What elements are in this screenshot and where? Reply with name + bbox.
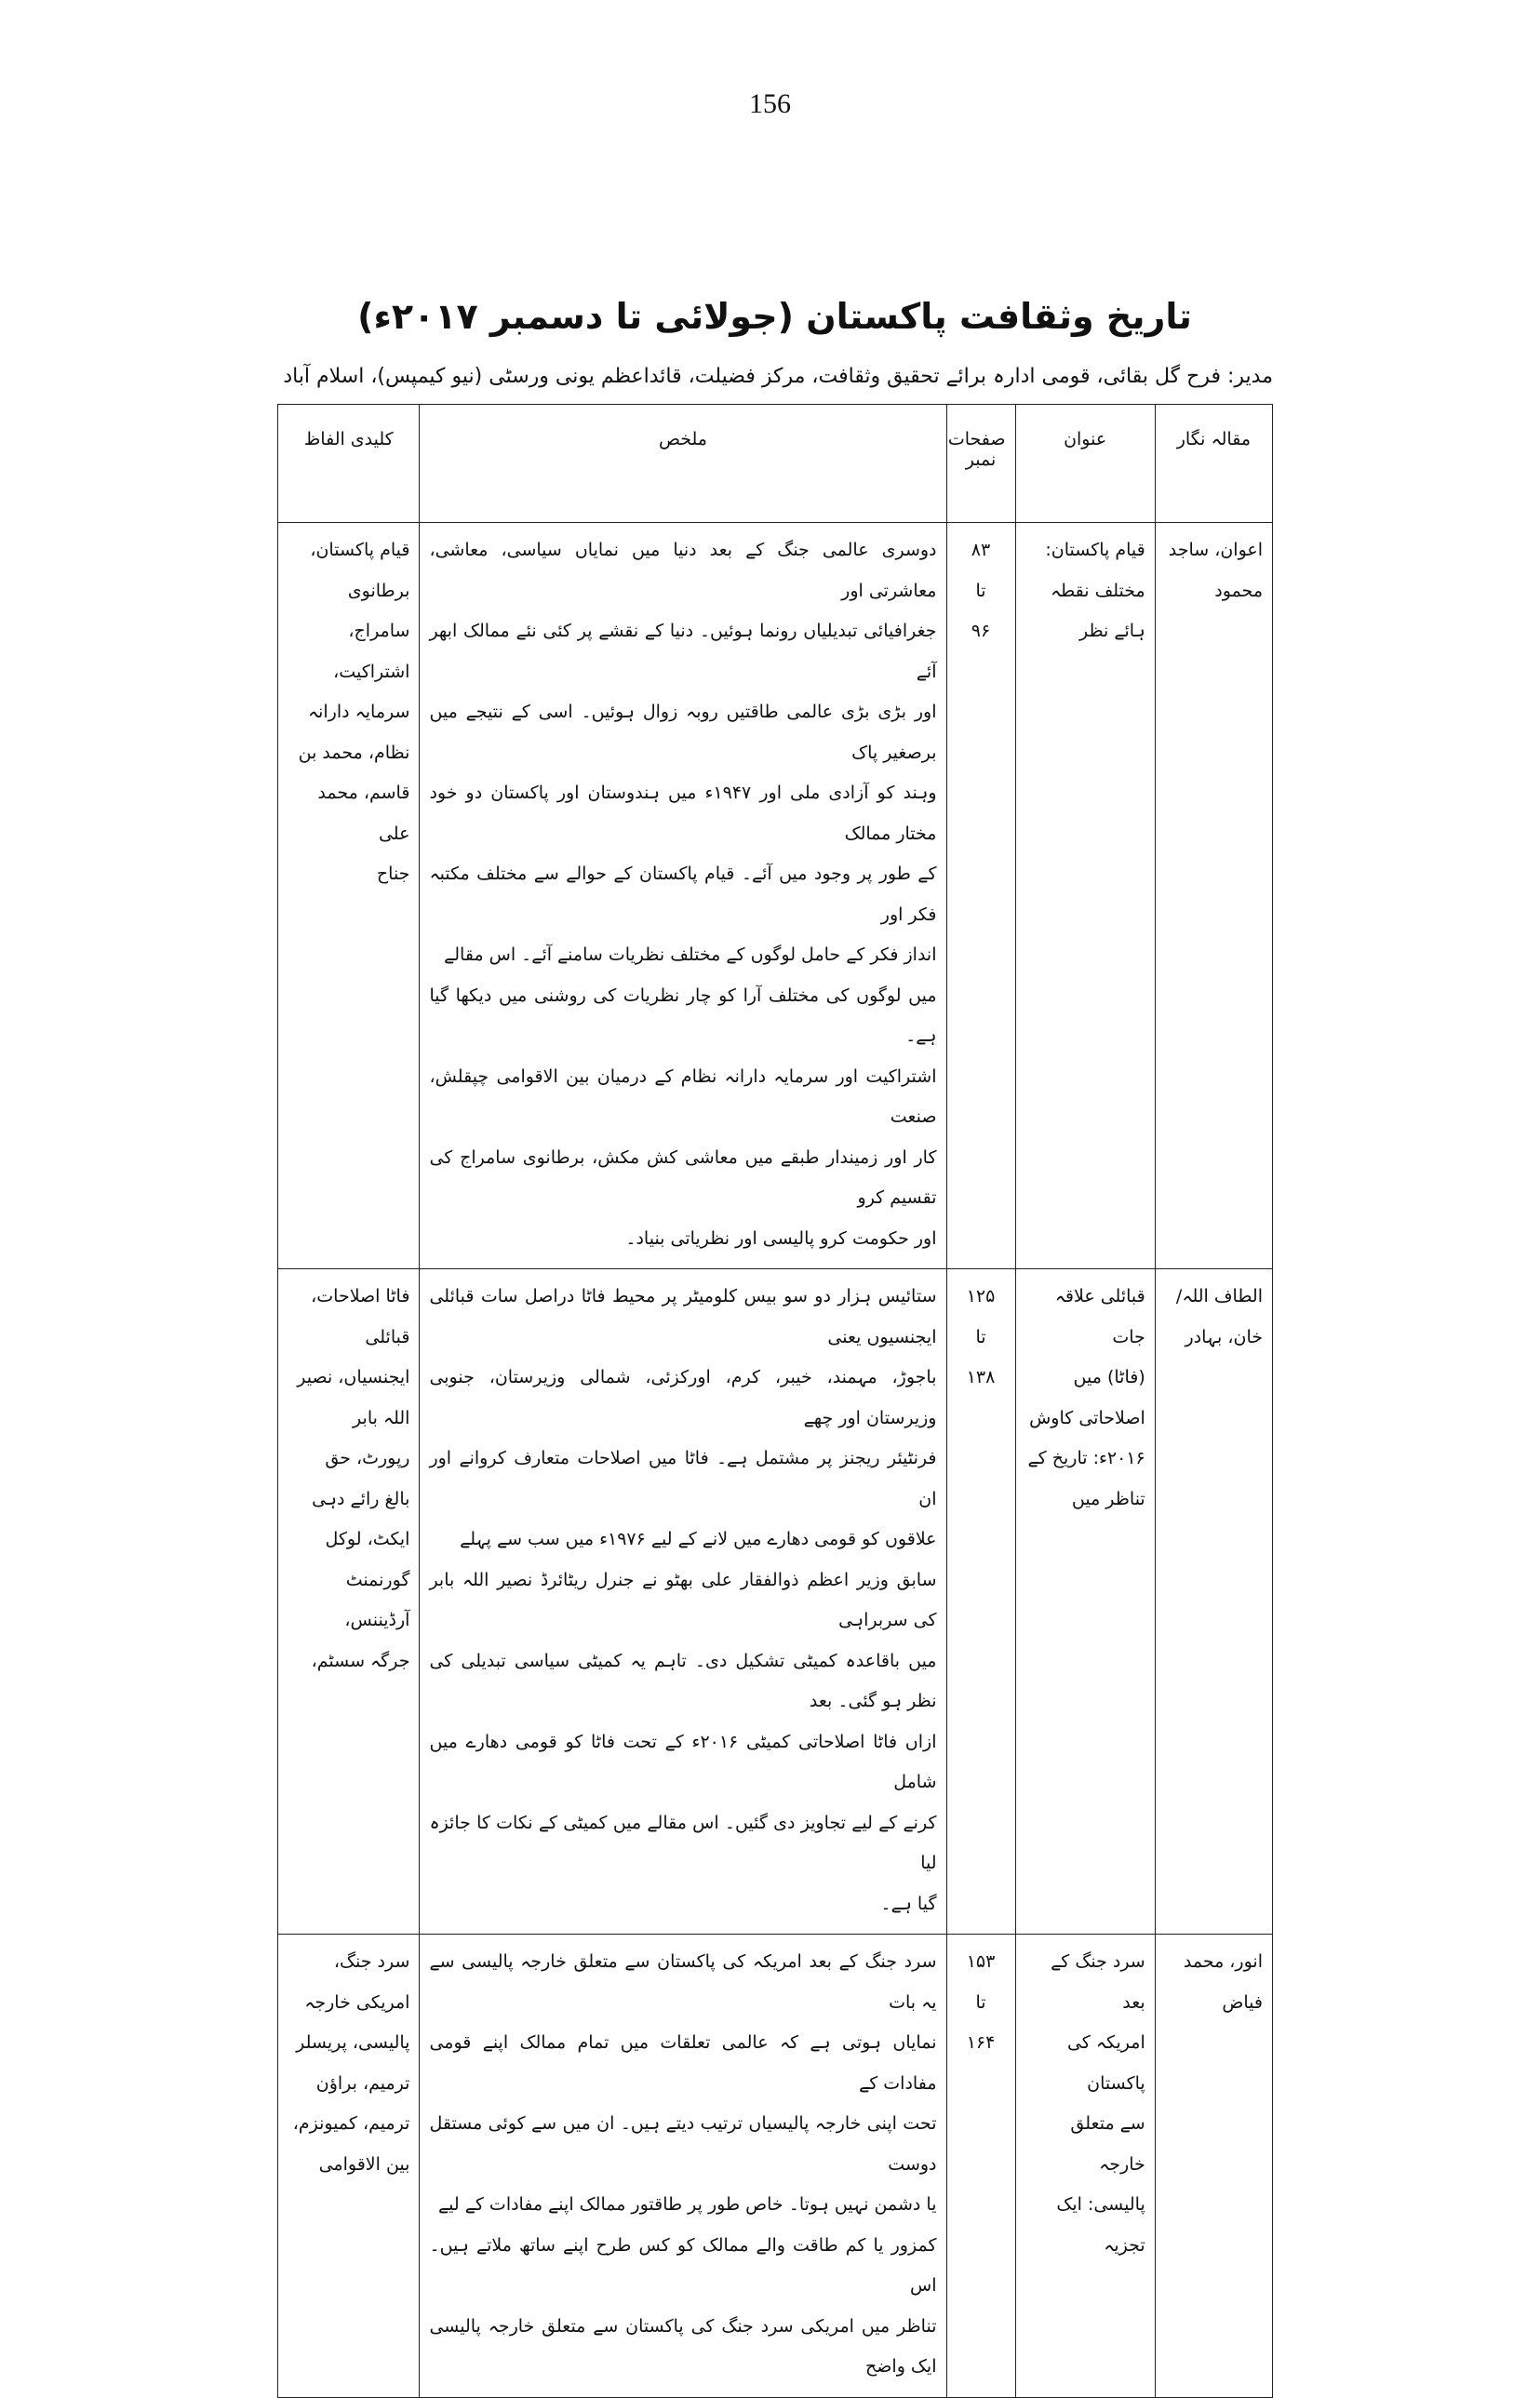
abstract-cell [420, 523, 946, 1269]
author-line: خان، بہادر [1185, 1326, 1263, 1347]
keywords-line: فاٹا اصلاحات، [311, 1286, 410, 1306]
title-line: سرد جنگ کے بعد [1051, 1951, 1145, 2013]
abstract-line: کار اور زمیندار طبقے میں معاشی کش مکش، برطانوی سامراج کی تقسیم کرو [429, 1146, 937, 1208]
keywords-line: ایجنسیاں، نصیر [297, 1367, 410, 1387]
pages-line: ۹۶ [971, 621, 991, 641]
pages-cell [946, 1269, 1015, 1935]
author-cell [1155, 1269, 1272, 1935]
keywords-line: آرڈیننس، [344, 1610, 410, 1630]
keywords-line: گورنمنٹ [345, 1569, 410, 1590]
abstract-line: اور حکومت کرو پالیسی اور نظریاتی بنیاد۔ [625, 1227, 937, 1249]
author-line: فیاض [1222, 1991, 1263, 2013]
keywords-line: بین الاقوامی [318, 2153, 410, 2175]
keywords-line: برطانوی [347, 580, 410, 601]
table-row [278, 1269, 1273, 1935]
page-number: 156 [749, 88, 791, 119]
abstract-line: میں لوگوں کی مختلف آرا کو چار نظریات کی روشنی میں دیکھا گیا ہے۔ [429, 985, 937, 1046]
author-cell [1155, 1935, 1272, 2398]
author-cell [1155, 523, 1272, 1269]
abstract-line: ازاں فاٹا اصلاحاتی کمیٹی ۲۰۱۶ء کے تحت فاٹا کو قومی دھارے میں شامل [429, 1731, 937, 1792]
abstract-line: کمزور یا کم طاقت والے ممالک کو کس طرح اپنے ساتھ ملاتے ہیں۔ اس [429, 2234, 937, 2296]
keywords-line: ایکٹ، لوکل [325, 1529, 410, 1549]
abstract-line: باجوڑ، مہمند، خیبر، کرم، اورکزئی، شمالی وزیرستان، جنوبی وزیرستان اور چھے [429, 1367, 937, 1428]
abstract-line: وہند کو آزادی ملی اور ۱۹۴۷ء میں ہندوستان اور پاکستان دو خود مختار ممالک [429, 783, 937, 844]
pages-line: ۱۶۴ [966, 2032, 996, 2053]
table-header-row [278, 405, 1273, 523]
pages-line: تا [975, 1326, 986, 1347]
header-abstract: ملخص [420, 405, 946, 523]
keywords-cell [278, 1935, 420, 2398]
header-pages [946, 405, 1015, 523]
title-line: امریکہ کی پاکستان [1066, 2032, 1145, 2094]
title-line: اصلاحاتی کاوش [1029, 1407, 1145, 1428]
keywords-line: قبائلی [365, 1326, 410, 1347]
keywords-line: قیام پاکستان، [310, 540, 410, 560]
pages-line: ۱۳۸ [966, 1367, 996, 1387]
abstract-line: علاقوں کو قومی دھارے میں لانے کے لیے ۱۹۷۶ء میں سب سے پہلے [460, 1529, 937, 1549]
keywords-cell [278, 523, 420, 1269]
pages-line: تا [975, 1991, 986, 2013]
articles-table [277, 404, 1273, 2398]
abstract-line: ستائیس ہزار دو سو بیس کلومیٹر پر محیط فاٹا دراصل سات قبائلی ایجنسیوں یعنی [429, 1286, 937, 1347]
keywords-line: جرگہ سسٹم، [311, 1650, 410, 1671]
title-cell [1015, 523, 1155, 1269]
title-line: سے متعلق خارجہ [1070, 2113, 1145, 2175]
keywords-line: اللہ بابر [353, 1407, 410, 1428]
title-line: قیام پاکستان: [1045, 540, 1145, 560]
abstract-line: کرنے کے لیے تجاویز دی گئیں۔ اس مقالے میں کمیٹی کے نکات کا جائزہ لیا [429, 1812, 937, 1873]
title-line: ۲۰۱۶ء: تاریخ کے [1027, 1448, 1145, 1468]
abstract-line: دوسری عالمی جنگ کے بعد دنیا میں نمایاں سیاسی، معاشی، معاشرتی اور [429, 540, 937, 601]
abstract-cell [420, 1935, 946, 2398]
author-line: انور، محمد [1183, 1951, 1263, 1972]
abstract-line: انداز فکر کے حامل لوگوں کے مختلف نظریات سامنے آئے۔ اس مقالے [444, 944, 937, 965]
keywords-line: سامراج، [348, 621, 410, 641]
keywords-cell [278, 1269, 420, 1935]
keywords-line: بالغ رائے دہی [312, 1488, 410, 1509]
keywords-line: پالیسی، پریسلر [296, 2032, 410, 2053]
title-line: مختلف نقطہ [1050, 580, 1145, 601]
abstract-line: سرد جنگ کے بعد امریکہ کی پاکستان سے متعلق خارجہ پالیسی سے یہ بات [429, 1951, 937, 2013]
pages-line: ۸۳ [971, 540, 991, 560]
keywords-line: امریکی خارجہ [304, 1991, 410, 2013]
abstract-line: یا دشمن نہیں ہوتا۔ خاص طور پر طاقتور ممالک اپنے مفادات کے لیے [438, 2194, 937, 2215]
abstract-line: نمایاں ہوتی ہے کہ عالمی تعلقات میں تمام ممالک اپنے قومی مفادات کے [429, 2032, 937, 2094]
table-row [278, 523, 1273, 1269]
keywords-line: سرد جنگ، [333, 1951, 410, 1972]
abstract-line: سابق وزیر اعظم ذوالفقار علی بھٹو نے جنرل ریٹائرڈ نصیر اللہ بابر کی سربراہی [429, 1569, 937, 1630]
title-cell [1015, 1935, 1155, 2398]
title-line: ہائے نظر [1078, 621, 1145, 641]
abstract-line: جغرافیائی تبدیلیاں رونما ہوئیں۔ دنیا کے نقشے پر کئی نئے ممالک ابھر آئے [429, 621, 937, 682]
title-line: (فاٹا) میں [1073, 1367, 1145, 1387]
keywords-line: اشتراکیت، [333, 661, 410, 682]
abstract-line: فرنٹیئر ریجنز پر مشتمل ہے۔ فاٹا میں اصلاحات متعارف کروانے اور ان [429, 1448, 937, 1509]
journal-title: تاریخ وثقافت پاکستان (جولائی تا دسمبر ۲۰۱۷ء) [357, 296, 1192, 337]
abstract-line: تناظر میں امریکی سرد جنگ کی پاکستان سے متعلق خارجہ پالیسی ایک واضح [429, 2315, 937, 2377]
pages-cell [946, 523, 1015, 1269]
title-line: تناظر میں [1071, 1488, 1145, 1509]
table-row [278, 1935, 1273, 2398]
author-line: الطاف اللہ/ [1175, 1286, 1263, 1306]
pages-line: ۱۲۵ [966, 1286, 996, 1306]
keywords-line: ترمیم، براؤن [315, 2072, 410, 2094]
abstract-line: اور بڑی بڑی عالمی طاقتیں روبہ زوال ہوئیں۔ اسی کے نتیجے میں برصغیر پاک [429, 702, 937, 763]
title-cell [1015, 1269, 1155, 1935]
title-line: قبائلی علاقہ جات [1054, 1286, 1145, 1347]
keywords-line: ترمیم، کمیونزم، [292, 2113, 410, 2134]
abstract-line: میں باقاعدہ کمیٹی تشکیل دی۔ تاہم یہ کمیٹی سیاسی تبدیلی کی نظر ہو گئی۔ بعد [429, 1650, 937, 1711]
header-title: عنوان [1015, 405, 1155, 523]
title-line: پالیسی: ایک تجزیہ [1056, 2194, 1145, 2256]
abstract-line: اشتراکیت اور سرمایہ دارانہ نظام کے درمیان بین الاقوامی چپقلش، صنعت [429, 1065, 937, 1127]
abstract-line: گیا ہے۔ [880, 1893, 937, 1914]
header-keywords: کلیدی الفاظ [278, 405, 420, 523]
pages-line: تا [975, 580, 986, 601]
header-pages-line: نمبر [965, 449, 997, 470]
keywords-line: سرمایہ دارانہ [307, 702, 410, 722]
abstract-line: کے طور پر وجود میں آئے۔ قیام پاکستان کے حوالے سے مختلف مکتبہ فکر اور [429, 864, 937, 925]
keywords-line: نظام، محمد بن [298, 742, 410, 763]
pages-cell [946, 1935, 1015, 2398]
header-pages-line: صفحات [947, 429, 1006, 449]
abstract-line: تحت اپنی خارجہ پالیسیاں ترتیب دیتے ہیں۔ ان میں سے کوئی مستقل دوست [429, 2113, 937, 2175]
header-author: مقالہ نگار [1155, 405, 1272, 523]
keywords-line: رپورٹ، حق [325, 1448, 410, 1468]
author-line: محمود [1214, 580, 1263, 601]
keywords-line: جناح [376, 864, 410, 884]
author-line: اعوان، ساجد [1168, 540, 1263, 560]
editor-line: مدیر: فرح گل بقائی، قومی ادارہ برائے تحقیق وثقافت، مرکز فضیلت، قائداعظم یونی ورسٹی (نیو کیمپس)، اسلام آباد [283, 365, 1273, 388]
abstract-cell [420, 1269, 946, 1935]
keywords-line: قاسم، محمد علی [317, 783, 410, 844]
pages-line: ۱۵۳ [966, 1951, 996, 1972]
